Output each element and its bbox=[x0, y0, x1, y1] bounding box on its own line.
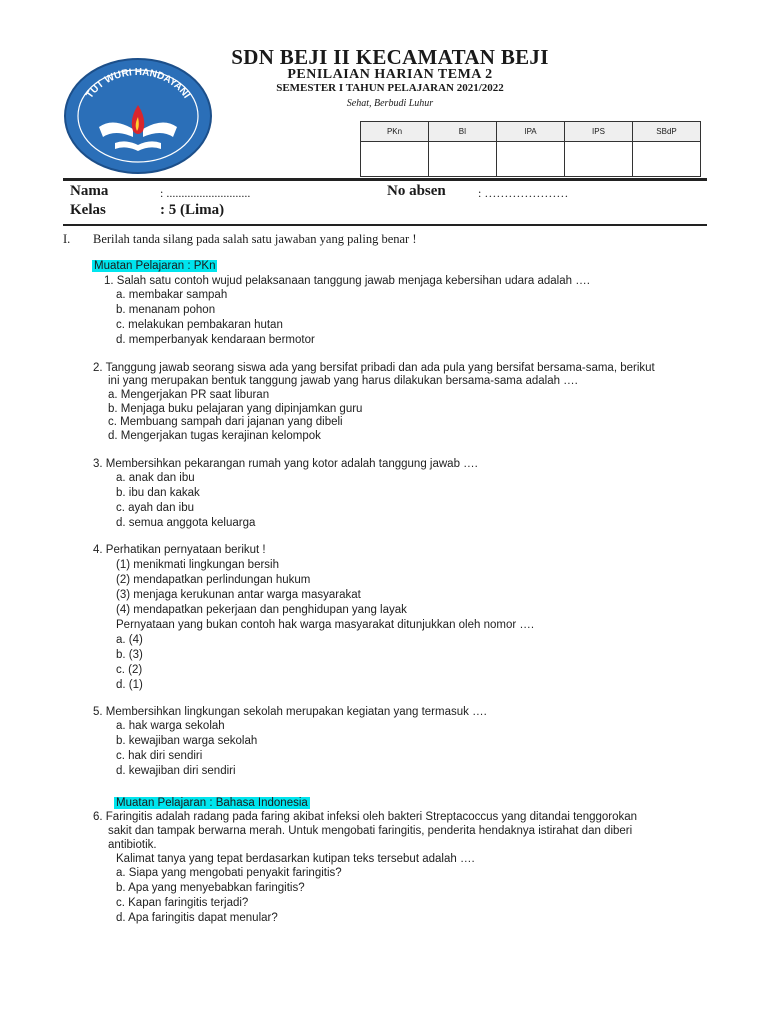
instruction-text: Berilah tanda silang pada salah satu jawaban yang paling benar ! bbox=[93, 232, 417, 246]
option-b[interactable]: b. kewajiban warga sekolah bbox=[116, 735, 258, 747]
question-text: 5. Membersihkan lingkungan sekolah merupakan kegiatan yang termasuk …. bbox=[93, 706, 487, 718]
score-cell[interactable] bbox=[429, 142, 497, 177]
score-cell[interactable] bbox=[565, 142, 633, 177]
absen-label: No absen bbox=[387, 183, 446, 199]
score-header-ips: IPS bbox=[565, 122, 633, 142]
question-text: 2. Tanggung jawab seorang siswa ada yang bersifat pribadi dan ada pula yang bersifat bersama-sama, berikut bbox=[93, 362, 655, 374]
option-c[interactable]: c. ayah dan ibu bbox=[116, 502, 195, 514]
option-c[interactable]: c. melakukan pembakaran hutan bbox=[116, 319, 283, 331]
question-prompt: Pernyataan yang bukan contoh hak warga masyarakat ditunjukkan oleh nomor …. bbox=[116, 619, 535, 631]
statement-3: (3) menjaga kerukunan antar warga masyarakat bbox=[116, 589, 361, 601]
option-d[interactable]: d. semua anggota keluarga bbox=[116, 517, 256, 529]
score-header-bi: BI bbox=[429, 122, 497, 142]
absen-field[interactable]: : ………………… bbox=[478, 186, 569, 200]
score-header-sbdp: SBdP bbox=[633, 122, 701, 142]
school-motto: Sehat, Berbudi Luhur bbox=[346, 98, 434, 109]
statement-1: (1) menikmati lingkungan bersih bbox=[116, 559, 279, 571]
school-name: SDN BEJI II KECAMATAN BEJI bbox=[231, 45, 549, 69]
score-table bbox=[360, 121, 701, 177]
question-text-cont: ini yang merupakan bentuk tanggung jawab yang harus dilakukan bersama-sama adalah …. bbox=[108, 375, 578, 387]
question-text: 6. Faringitis adalah radang pada faring akibat infeksi oleh bakteri Streptacoccus yang ditandai tenggorokan bbox=[93, 811, 638, 823]
assessment-title: PENILAIAN HARIAN TEMA 2 bbox=[287, 67, 493, 82]
option-d[interactable]: d. Apa faringitis dapat menular? bbox=[116, 912, 278, 924]
option-a[interactable]: a. membakar sampah bbox=[116, 289, 228, 301]
question-prompt: Kalimat tanya yang tepat berdasarkan kutipan teks tersebut adalah …. bbox=[116, 853, 475, 865]
option-d[interactable]: d. (1) bbox=[116, 679, 143, 691]
option-b[interactable]: b. Apa yang menyebabkan faringitis? bbox=[116, 882, 305, 894]
option-b[interactable]: b. (3) bbox=[116, 649, 143, 661]
class-field: : 5 (Lima) bbox=[160, 202, 225, 218]
option-b[interactable]: b. Menjaga buku pelajaran yang dipinjamkan guru bbox=[108, 403, 363, 415]
score-cell[interactable] bbox=[361, 142, 429, 177]
statement-4: (4) mendapatkan pekerjaan dan penghidupan yang layak bbox=[116, 604, 407, 616]
question-text: 3. Membersihkan pekarangan rumah yang kotor adalah tanggung jawab …. bbox=[93, 458, 478, 470]
option-b[interactable]: b. menanam pohon bbox=[116, 304, 216, 316]
score-cell[interactable] bbox=[497, 142, 565, 177]
score-header-ipa: IPA bbox=[497, 122, 565, 142]
question-text-cont: antibiotik. bbox=[108, 839, 157, 851]
option-c[interactable]: c. (2) bbox=[116, 664, 143, 676]
question-text: 1. Salah satu contoh wujud pelaksanaan tanggung jawab menjaga kebersihan udara adalah …. bbox=[104, 275, 590, 287]
option-d[interactable]: d. Mengerjakan tugas kerajinan kelompok bbox=[108, 430, 321, 442]
name-label: Nama bbox=[70, 183, 109, 199]
score-header-pkn: PKn bbox=[361, 122, 429, 142]
option-a[interactable]: a. anak dan ibu bbox=[116, 472, 195, 484]
option-c[interactable]: c. Membuang sampah dari jajanan yang dibeli bbox=[108, 416, 343, 428]
name-field[interactable]: : ............................ bbox=[160, 186, 251, 200]
option-a[interactable]: a. Siapa yang mengobati penyakit faringitis? bbox=[116, 867, 342, 879]
identity-divider bbox=[63, 224, 707, 226]
option-d[interactable]: d. kewajiban diri sendiri bbox=[116, 765, 236, 777]
option-a[interactable]: a. (4) bbox=[116, 634, 143, 646]
option-a[interactable]: a. hak warga sekolah bbox=[116, 720, 225, 732]
option-c[interactable]: c. hak diri sendiri bbox=[116, 750, 203, 762]
semester-line: SEMESTER I TAHUN PELAJARAN 2021/2022 bbox=[276, 82, 504, 94]
section-label-pkn: Muatan Pelajaran : PKn bbox=[94, 260, 216, 272]
logo-text: TUT WURI HANDAYANI bbox=[84, 66, 192, 101]
question-text-cont: sakit dan tampak berwarna merah. Untuk mengobati faringitis, penderita hendaknya istirahat dan diberi bbox=[108, 825, 633, 837]
score-cell[interactable] bbox=[633, 142, 701, 177]
instruction-number: I. bbox=[63, 232, 71, 246]
option-c[interactable]: c. Kapan faringitis terjadi? bbox=[116, 897, 249, 909]
section-label-bahasa-indonesia: Muatan Pelajaran : Bahasa Indonesia bbox=[116, 797, 308, 809]
header-divider bbox=[63, 178, 707, 181]
question-text: 4. Perhatikan pernyataan berikut ! bbox=[93, 544, 266, 556]
statement-2: (2) mendapatkan perlindungan hukum bbox=[116, 574, 311, 586]
school-logo bbox=[63, 57, 213, 175]
option-a[interactable]: a. Mengerjakan PR saat liburan bbox=[108, 389, 270, 401]
class-label: Kelas bbox=[70, 202, 106, 218]
option-b[interactable]: b. ibu dan kakak bbox=[116, 487, 200, 499]
option-d[interactable]: d. memperbanyak kendaraan bermotor bbox=[116, 334, 315, 346]
